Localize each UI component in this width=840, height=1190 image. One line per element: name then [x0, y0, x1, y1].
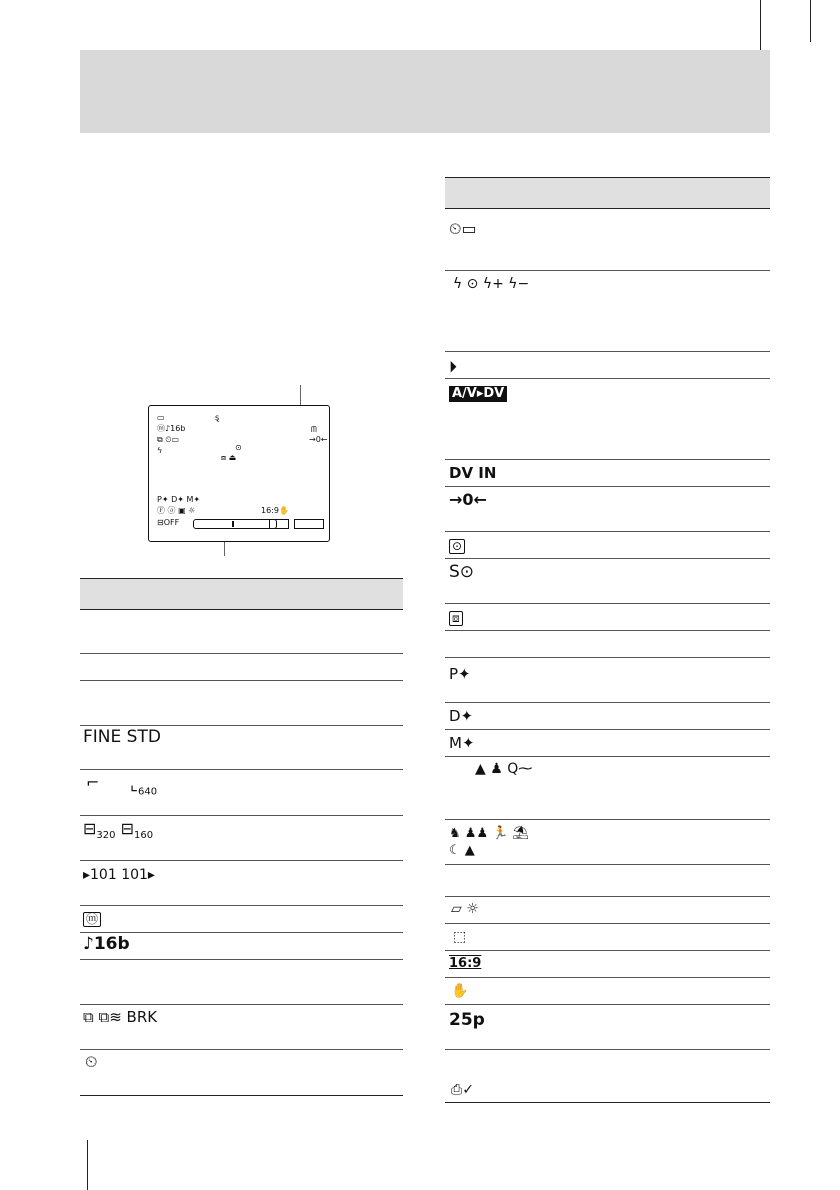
steady-shot-icon: ✋ [451, 983, 469, 999]
movie-size-icons: $⊟_{320}$ $⊟_{160}$ [83, 819, 154, 842]
flash-mode-icon: ȿ [215, 413, 220, 422]
spot-meter-icon: ⊙ [449, 536, 465, 554]
wide-icon: 16:9 [261, 506, 279, 515]
audio-16b-icon: ♪16b [83, 934, 130, 954]
row-divider [80, 905, 403, 906]
spot-icon: ⊙ [235, 443, 242, 452]
callout-leader-bottom [224, 540, 225, 556]
row-divider [80, 769, 403, 770]
row-divider [80, 815, 403, 816]
row-divider [80, 680, 403, 681]
row-divider [80, 860, 403, 861]
row-divider [445, 864, 770, 865]
picture-effect-icon: P✦ [449, 665, 471, 683]
row-divider [445, 459, 770, 460]
scene-icons-3: ☾ ▲ [449, 843, 475, 858]
mode-icons: Ⓕ ⓐ ▣ ☼ [157, 506, 196, 515]
exposure-icon: ⬚ [453, 929, 467, 945]
steady-shot-icon: ✋ [279, 506, 289, 515]
row-divider [80, 1004, 403, 1005]
row-divider [80, 725, 403, 726]
table-bottom-rule [445, 1102, 770, 1103]
row-divider [445, 702, 770, 703]
corner-rule-vertical [760, 0, 761, 50]
fine-std-icon: FINE STD [83, 727, 161, 747]
row-divider [445, 1049, 770, 1050]
wide-16-9-icon: 16:9 [449, 956, 482, 971]
image-size-640-icon: $⌞_{640}$ [130, 775, 158, 798]
row-divider [445, 657, 770, 658]
table-bottom-rule [80, 1095, 403, 1096]
row-divider [445, 1004, 770, 1005]
dv-in-icon: DV IN [449, 464, 497, 482]
row-divider [80, 959, 403, 960]
fader-icon: →0← [449, 490, 487, 509]
quality-icon: ⓜ♪16b [157, 424, 186, 433]
left-table-header [80, 578, 403, 610]
row-divider [80, 932, 403, 933]
battery-icon: ▭ [157, 413, 165, 422]
row-divider [445, 558, 770, 559]
row-divider [445, 977, 770, 978]
scene-icons-1: ▲ ♟ Q⁓ [475, 761, 533, 777]
burst-timer-icon: ⧉ ⏲▭ [157, 435, 180, 444]
play-circle-icon: ⏵ [449, 357, 458, 376]
row-divider [445, 729, 770, 730]
row-divider [445, 603, 770, 604]
left-indicator-table [80, 578, 403, 1098]
print-mark-icon: ⎙✓ [451, 1082, 474, 1098]
row-divider [445, 950, 770, 951]
image-size-full-icon: ⌐ [86, 773, 100, 792]
backlight-icon: ⧈ ⏏ [221, 453, 237, 462]
row-divider [80, 1049, 403, 1050]
corner-rule-vertical-2 [810, 0, 811, 42]
super-nightshot-icon: S⊙ [449, 562, 475, 582]
digital-effect-icon: D✦ [449, 707, 474, 725]
picture-effects-icon: P✦ D✦ M✦ [157, 495, 201, 504]
backlight-icon: ⧈ [449, 608, 463, 626]
memory-stick-icon: ᗰ [311, 425, 317, 434]
right-table-header [445, 177, 770, 209]
row-divider [445, 630, 770, 631]
scene-icons-2: ♞ ♟♟ 🏃 ⛱ [449, 826, 530, 841]
right-indicator-table [445, 177, 770, 1105]
memory-stick-icon: ⓜ [83, 910, 101, 928]
row-divider [80, 653, 403, 654]
menu-off-icon: ⊟OFF [157, 518, 180, 527]
row-divider [445, 923, 770, 924]
row-divider [445, 270, 770, 271]
counter-box [294, 519, 324, 529]
row-divider [445, 819, 770, 820]
self-timer-icon: ⏲ [85, 1052, 98, 1071]
white-balance-icons: ▱ ☼ [451, 901, 479, 917]
flash-icon: ϟ [157, 446, 163, 455]
lcd-screen-diagram [148, 405, 330, 542]
footer-rule [87, 1140, 88, 1190]
25p-icon: 25p [449, 1010, 485, 1030]
self-timer-memory-icon: ⏲▭ [449, 219, 477, 238]
zoom-bar-marker [232, 521, 234, 527]
flash-modes-icons: ϟ ⊙ ϟ+ ϟ− [453, 276, 530, 292]
row-divider [445, 378, 770, 379]
row-divider [445, 756, 770, 757]
mem-box-icon [269, 519, 289, 529]
row-divider [445, 486, 770, 487]
av-dv-icon: A/V▸DV [449, 383, 507, 402]
fader-icon: →0← [309, 435, 328, 444]
memory-mix-icon: M✦ [449, 734, 475, 752]
row-divider [445, 351, 770, 352]
chapter-banner [80, 50, 770, 133]
folder-101-icon: ▸101 101▸ [83, 867, 155, 883]
burst-icons: ⧉ ⧉≋ BRK [83, 1008, 158, 1026]
zoom-bar [193, 519, 277, 529]
row-divider [445, 896, 770, 897]
row-divider [445, 531, 770, 532]
